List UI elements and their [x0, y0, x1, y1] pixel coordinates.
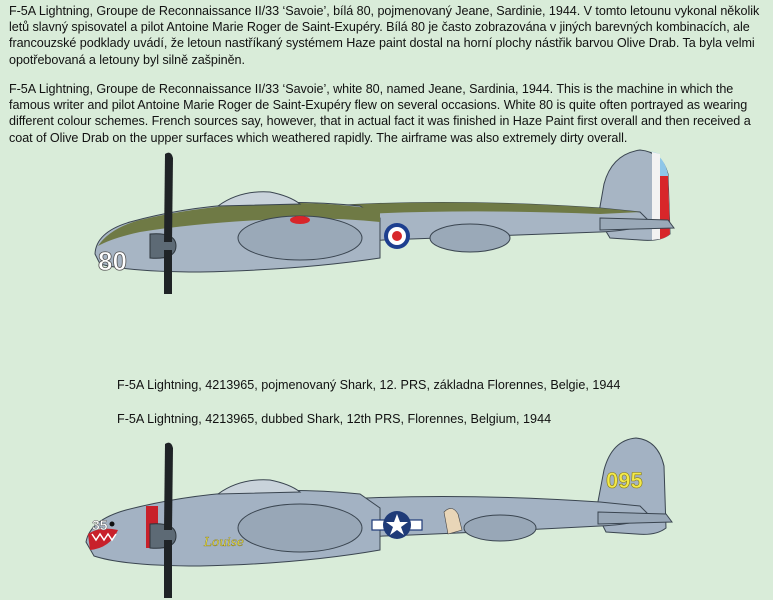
spinner — [150, 524, 176, 549]
nose-number: 80 — [98, 246, 127, 276]
tail-number: 095 — [606, 468, 643, 493]
small-roundel — [290, 216, 310, 224]
canopy — [218, 192, 300, 206]
aircraft-profile-1 — [0, 146, 773, 296]
spinner — [150, 234, 176, 259]
aircraft-profile-2 — [0, 430, 773, 600]
canopy — [218, 480, 300, 494]
nose-name: Louise — [204, 535, 245, 549]
tailplane — [600, 218, 674, 230]
shark-eye — [110, 522, 115, 527]
profile-2-caption-en: F-5A Lightning, 4213965, dubbed Shark, 12th PRS, Florennes, Belgium, 1944 — [117, 412, 552, 426]
profile-1-description-cz: F-5A Lightning, Groupe de Reconnaissance II/33 ‘Savoie’, bílá 80, pojmenovaný Jeane, Sardinie, 1944. V tomto letounu vykonal několik letů slavný spisovatel a pilot Antoine Marie Roger de Saint-Exupéry. Bílá 80 je často zobrazována v jiných barevných kombinacích, ale francouzské podklady uvádí, že letoun nastříkaný systémem Haze paint dostal na horní plochy nástřik barvou Olive Drab. Ta byla velmi opotřebovaná a letouny byl silně zašpiněn. — [9, 4, 760, 67]
propeller-blade-lower — [164, 540, 172, 598]
profile-1-description-en: F-5A Lightning, Groupe de Reconnaissance II/33 ‘Savoie’, white 80, named Jeane, Sardinia, 1944. This is the machine in which the famous writer and pilot Antoine Marie Roger de Saint-Exupéry flew on several occasions. White 80 is quite often portrayed as wearing different colour schemes. French sources say, however, that in actual fact it was finished in Haze Paint first overall and then received a coat of Olive Drab on the upper surfaces which weathered rapidly. The airframe was also extremely dirty overall. — [9, 82, 751, 145]
nose-number: 35 — [92, 517, 108, 533]
propeller-blade-lower — [164, 250, 172, 294]
propeller-blade-upper — [164, 443, 173, 530]
engine-cowling — [238, 504, 362, 552]
propeller-blade-upper — [164, 153, 173, 242]
tailplane — [598, 512, 672, 524]
profile-2-caption-cz: F-5A Lightning, 4213965, pojmenovaný Shark, 12. PRS, základna Florennes, Belgie, 1944 — [117, 378, 621, 392]
roundel-red — [392, 231, 402, 241]
supercharger-fairing — [430, 224, 510, 252]
supercharger-fairing — [464, 515, 536, 541]
